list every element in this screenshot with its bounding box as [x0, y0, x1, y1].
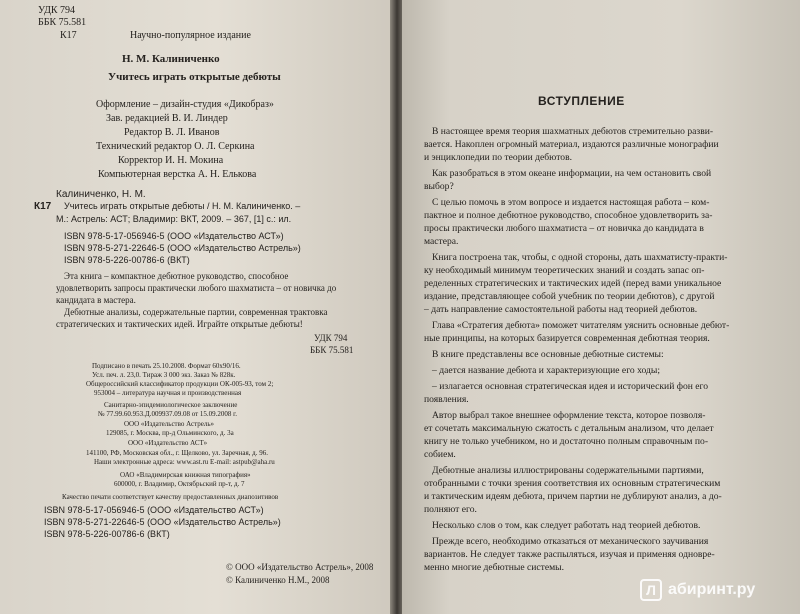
credit-line: Корректор И. Н. Мокина — [118, 155, 224, 166]
body-line: появления. — [424, 394, 469, 405]
biblio-author: Калиниченко, Н. М. — [56, 189, 146, 200]
imprint-line: 141100, РФ, Московская обл., г. Щелково, ул. Заречная, д. 96. — [86, 449, 268, 457]
body-line: ку необходимый минимум теоретических знаний и создать запас оп- — [424, 265, 705, 276]
copyright-line: © Калиниченко Н.М., 2008 — [226, 575, 330, 585]
credit-line: Технический редактор О. Л. Серкина — [96, 141, 255, 152]
annotation-line: Дебютные анализы, содержательные партии, современная трактовка — [64, 307, 328, 317]
isbn-line: ISBN 978-5-17-056946-5 (ООО «Издательство АСТ») — [64, 231, 284, 241]
imprint-line: ОАО «Владимирская книжная типография» — [120, 471, 251, 479]
body-line: В настоящее время теория шахматных дебютов стремительно разви- — [432, 126, 714, 137]
body-line: собием. — [424, 449, 456, 460]
labirint-logo-icon: Л — [640, 579, 662, 601]
body-line: пактное и полное дебютное руководство, способное удовлетворить за- — [424, 210, 713, 221]
imprint-line: 953004 – литература научная и производственная — [94, 389, 242, 397]
right-page — [402, 0, 800, 614]
bbk-code: ББК 75.581 — [38, 17, 87, 28]
isbn-line: ISBN 978-5-271-22646-5 (ООО «Издательство Астрель») — [64, 243, 301, 253]
body-line: – дать направление самостоятельной работы над теорией дебютов. — [424, 304, 698, 315]
body-line: полняют его. — [424, 504, 477, 515]
imprint-line: Общероссийский классификатор продукции ОК-005-93, том 2; — [86, 380, 274, 388]
chapter-heading: ВСТУПЛЕНИЕ — [538, 94, 625, 108]
k17-code: К17 — [60, 30, 77, 41]
isbn-line-bottom: ISBN 978-5-271-22646-5 (ООО «Издательство Астрель») — [44, 517, 281, 527]
annotation-line: Эта книга – компактное дебютное руководство, способное — [64, 271, 289, 281]
annotation-line: стратегических и тактических идей. Играйте открытые дебюты! — [56, 319, 303, 329]
body-line: менно многие дебютные системы. — [424, 562, 565, 573]
imprint-line: Санитарно-эпидемиологическое заключение — [104, 401, 238, 409]
body-line: Несколько слов о том, как следует работать над теорией дебютов. — [432, 520, 701, 531]
body-line: Дебютные анализы иллюстрированы содержательными партиями, — [432, 465, 704, 476]
copyright-line: © ООО «Издательство Астрель», 2008 — [226, 562, 374, 572]
udk-code: УДК 794 — [38, 5, 76, 16]
imprint-line: 129085, г. Москва, пр-д Ольминского, д. 3а — [106, 429, 234, 437]
body-line: мастера. — [424, 236, 459, 247]
body-line: и тактическим идеям дебюта, причем партии не дублируют анализ, а до- — [424, 491, 722, 502]
body-line: ные принципы, на которых базируется современная дебютная теория. — [424, 333, 710, 344]
body-line: Автор выбрал такое внешнее оформление текста, которое позволя- — [432, 410, 706, 421]
imprint-line: ООО «Издательство АСТ» — [128, 439, 208, 447]
biblio-k17: К17 — [34, 201, 52, 212]
imprint-line: Качество печати соответствует качеству предоставленных диапозитивов — [62, 493, 279, 501]
body-line: просы практически любого шахматиста – от новичка до кандидата в — [424, 223, 704, 234]
credit-line: Оформление – дизайн-студия «Дикобраз» — [96, 99, 274, 110]
imprint-line: № 77.99.60.953.Д.009937.09.08 от 15.09.2008 г. — [98, 410, 238, 418]
annotation-line: удовлетворить запросы практически любого шахматиста – от новичка до — [56, 283, 337, 293]
imprint-line: Усл. печ. л. 23,0. Тираж 3 000 экз. Заказ № 828к. — [92, 371, 236, 379]
body-line: отобранными с точки зрения соответствия их основным стратегическим — [424, 478, 721, 489]
credit-line: Зав. редакцией В. И. Линдер — [106, 113, 228, 124]
body-line: издание, представляющее собой учебник по теории дебютов), с другой — [424, 291, 715, 302]
book-title: Учитесь играть открытые дебюты — [108, 71, 281, 83]
body-line: выбор? — [424, 181, 454, 192]
body-line: и энциклопедии по теории дебютов. — [424, 152, 573, 163]
left-page — [0, 0, 395, 614]
body-line: С целью помочь в этом вопросе и издается настоящая работа – ком- — [432, 197, 710, 208]
body-line: Книга построена так, чтобы, с одной стороны, дать шахматисту-практи- — [432, 252, 728, 263]
edition-type: Научно-популярное издание — [130, 30, 251, 41]
imprint-line: Наши электронные адреса: www.ast.ru E-mail: astpub@aha.ru — [94, 458, 275, 466]
body-line: ределенных стратегических и тактических идей (перед вами уникальное — [424, 278, 722, 289]
author-name: Н. М. Калиниченко — [122, 53, 220, 65]
body-line: Глава «Стратегия дебюта» поможет читателям уяснить основные дебют- — [432, 320, 730, 331]
body-line: ет сочетать максимальную сжатость с детальным анализом, что делает — [424, 423, 714, 434]
body-line: – излагается основная стратегическая идея и исторический фон его — [432, 381, 709, 392]
annotation-line: кандидата в мастера. — [56, 295, 136, 305]
labirint-watermark — [640, 576, 790, 606]
udk-code-bottom: УДК 794 — [314, 333, 348, 343]
isbn-line-bottom: ISBN 978-5-17-056946-5 (ООО «Издательство АСТ») — [44, 505, 264, 515]
body-line: книгу не только учебником, но и достаточно полным справочным по- — [424, 436, 709, 447]
isbn-line: ISBN 978-5-226-00786-6 (ВКТ) — [64, 255, 190, 265]
body-line: вариантов. Не следует также распыляться, изучая и применяя одновре- — [424, 549, 715, 560]
watermark-text: абиринт.ру — [668, 581, 756, 598]
bbk-code-bottom: ББК 75.581 — [310, 345, 354, 355]
body-line: В книге представлены все основные дебютные системы: — [432, 349, 664, 360]
biblio-line: М.: Астрель: АСТ; Владимир: ВКТ, 2009. – 367, [1] с.: ил. — [56, 214, 292, 224]
body-line: Как разобраться в этом океане информации, на чем остановить свой — [432, 168, 712, 179]
biblio-line: Учитесь играть открытые дебюты / Н. М. Калиниченко. – — [64, 201, 301, 211]
body-line: вается. Накоплен огромный материал, издаются различные монографии — [424, 139, 719, 150]
body-line: Прежде всего, необходимо отказаться от механического заучивания — [432, 536, 709, 547]
credit-line: Редактор В. Л. Иванов — [124, 127, 220, 138]
imprint-line: Подписано в печать 25.10.2008. Формат 60x90/16. — [92, 362, 241, 370]
body-line: – дается название дебюта и характеризующие его ходы; — [432, 365, 661, 376]
credit-line: Компьютерная верстка А. Н. Елькова — [98, 169, 257, 180]
imprint-line: ООО «Издательство Астрель» — [124, 420, 215, 428]
imprint-line: 600000, г. Владимир, Октябрьский пр-т, д. 7 — [114, 480, 245, 488]
isbn-line-bottom: ISBN 978-5-226-00786-6 (ВКТ) — [44, 529, 170, 539]
